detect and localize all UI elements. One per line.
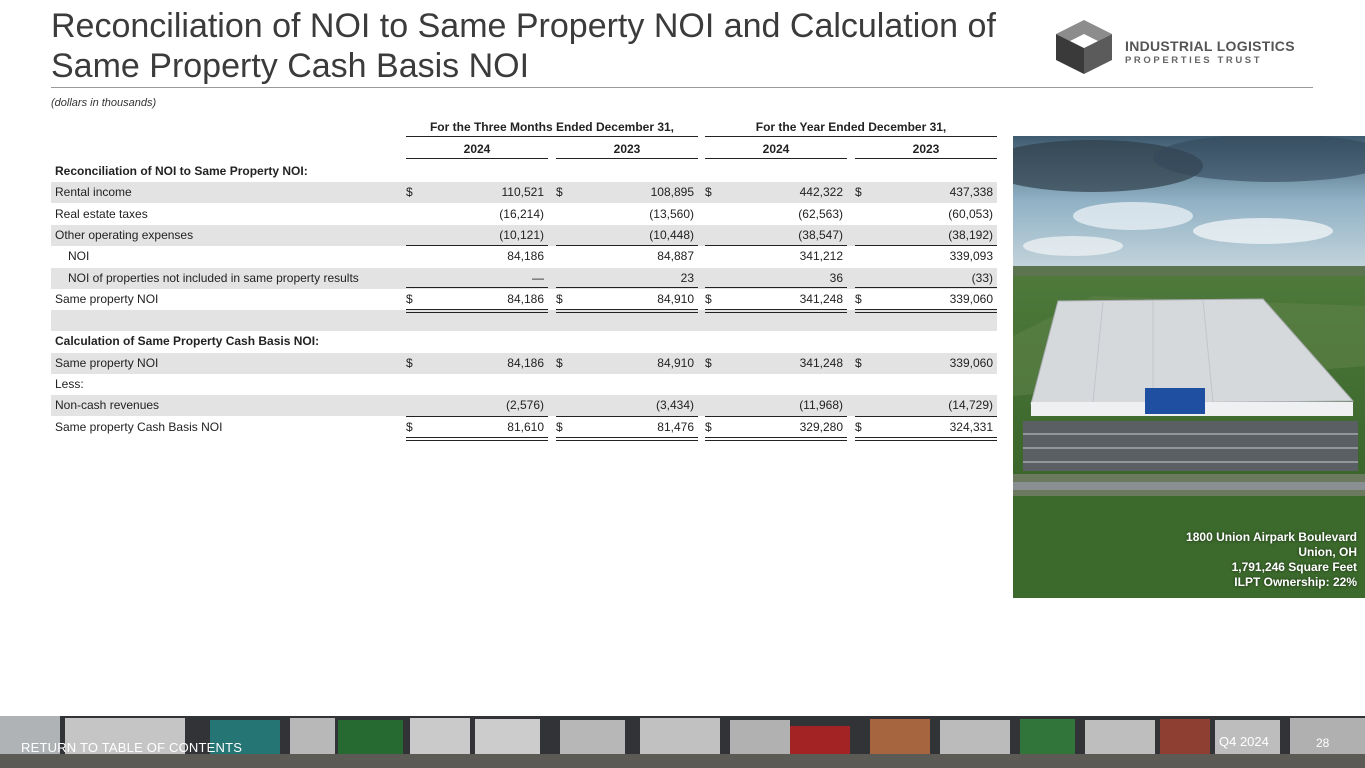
cell-value: 81,476 <box>657 419 694 434</box>
currency-symbol: $ <box>855 419 862 434</box>
cell-value: (33) <box>971 270 993 285</box>
total-double-rule <box>406 437 548 438</box>
currency-symbol: $ <box>556 355 563 370</box>
caption-address: 1800 Union Airpark Boulevard <box>1186 530 1357 544</box>
year-header: 2024 <box>463 142 491 156</box>
cell-value: 442,322 <box>799 185 843 200</box>
page-title: Reconciliation of NOI to Same Property NOI and Calculation of Same Property Cash Basis NOI <box>51 7 996 85</box>
total-double-rule <box>705 437 847 438</box>
year-header: 2024 <box>762 142 790 156</box>
cell-value: (16,214) <box>499 206 544 221</box>
cell-value: 437,338 <box>949 185 993 200</box>
page-number: 28 <box>1316 736 1330 750</box>
table-row <box>51 395 997 416</box>
cell-value: (62,563) <box>798 206 843 221</box>
title-divider <box>51 87 1313 88</box>
currency-symbol: $ <box>406 419 413 434</box>
currency-symbol: $ <box>705 419 712 434</box>
total-double-rule <box>705 440 847 441</box>
cell-value: — <box>532 270 544 285</box>
subtotal-rule <box>556 245 698 246</box>
table-row <box>51 289 997 310</box>
currency-symbol: $ <box>556 291 563 306</box>
return-to-toc-link[interactable]: RETURN TO TABLE OF CONTENTS <box>21 740 243 755</box>
units-note: (dollars in thousands) <box>51 97 157 109</box>
cell-value: (2,576) <box>505 398 544 413</box>
cell-value: 108,895 <box>650 185 694 200</box>
cell-value: 84,910 <box>657 355 694 370</box>
cell-value: (60,053) <box>948 206 993 221</box>
currency-symbol: $ <box>705 355 712 370</box>
currency-symbol: $ <box>406 185 413 200</box>
cell-value: 329,280 <box>799 419 843 434</box>
year-underline <box>855 158 997 159</box>
currency-symbol: $ <box>406 355 413 370</box>
cell-value: 341,248 <box>799 355 843 370</box>
cell-value: 84,186 <box>507 291 544 306</box>
subtotal-rule <box>406 287 548 288</box>
subtotal-rule <box>705 287 847 288</box>
row-label: Calculation of Same Property Cash Basis NOI: <box>55 334 320 349</box>
total-double-rule <box>406 312 548 313</box>
cell-value: 341,212 <box>799 249 843 264</box>
table-row <box>51 417 997 438</box>
table-row <box>51 268 997 289</box>
warehouse-aerial-image <box>1013 136 1365 598</box>
caption-city: Union, OH <box>1298 545 1357 559</box>
total-double-rule <box>855 312 997 313</box>
photo-caption <box>1186 530 1357 590</box>
cell-value: 341,248 <box>799 291 843 306</box>
table-row <box>51 353 997 374</box>
currency-symbol: $ <box>556 419 563 434</box>
row-label: Non-cash revenues <box>55 398 160 413</box>
total-double-rule <box>855 437 997 438</box>
subtotal-rule <box>406 416 548 417</box>
year-underline <box>406 158 548 159</box>
table-row <box>51 310 997 331</box>
cell-value: 84,887 <box>657 249 694 264</box>
company-logo <box>1054 20 1324 76</box>
period-underline <box>705 136 997 137</box>
subtotal-rule <box>855 416 997 417</box>
caption-ownership: ILPT Ownership: 22% <box>1234 575 1357 589</box>
row-label: Real estate taxes <box>55 206 148 221</box>
caption-square-feet: 1,791,246 Square Feet <box>1231 560 1357 574</box>
currency-symbol: $ <box>705 185 712 200</box>
total-double-rule <box>705 309 847 310</box>
cell-value: (14,729) <box>948 398 993 413</box>
table-row <box>51 204 997 225</box>
row-label: NOI of properties not included in same property results <box>68 270 359 285</box>
table-row <box>51 182 997 203</box>
table-row <box>51 225 997 246</box>
row-label: Rental income <box>55 185 132 200</box>
subtotal-rule <box>705 245 847 246</box>
row-label: Other operating expenses <box>55 227 194 242</box>
period-underline <box>406 136 698 137</box>
currency-symbol: $ <box>855 185 862 200</box>
cell-value: (38,192) <box>948 227 993 242</box>
subtotal-rule <box>556 416 698 417</box>
cell-value: 339,060 <box>949 291 993 306</box>
report-quarter: Q4 2024 <box>1219 734 1269 749</box>
table-row <box>51 246 997 267</box>
currency-symbol: $ <box>855 355 862 370</box>
total-double-rule <box>406 440 548 441</box>
total-double-rule <box>855 440 997 441</box>
logo-line-1: INDUSTRIAL LOGISTICS <box>1125 38 1295 54</box>
cell-value: (38,547) <box>798 227 843 242</box>
cell-value: 36 <box>829 270 843 285</box>
currency-symbol: $ <box>406 291 413 306</box>
total-double-rule <box>556 312 698 313</box>
cell-value: 84,910 <box>657 291 694 306</box>
cell-value: 324,331 <box>949 419 993 434</box>
cell-value: 339,060 <box>949 355 993 370</box>
table-row <box>51 331 997 352</box>
row-label: NOI <box>68 249 90 264</box>
total-double-rule <box>406 309 548 310</box>
subtotal-rule <box>556 287 698 288</box>
cube-logo-icon <box>1054 20 1114 74</box>
cell-value: (10,121) <box>499 227 544 242</box>
total-double-rule <box>556 440 698 441</box>
subtotal-rule <box>705 416 847 417</box>
row-label: Same property NOI <box>55 355 159 370</box>
cell-value: 23 <box>680 270 694 285</box>
cell-value: 339,093 <box>949 249 993 264</box>
currency-symbol: $ <box>556 185 563 200</box>
cell-value: 110,521 <box>501 185 544 200</box>
total-double-rule <box>855 309 997 310</box>
logo-line-2: PROPERTIES TRUST <box>1125 55 1263 66</box>
footer-bar <box>0 716 1365 768</box>
row-label: Same property NOI <box>55 291 159 306</box>
currency-symbol: $ <box>705 291 712 306</box>
year-underline <box>556 158 698 159</box>
table-row <box>51 161 997 182</box>
subtotal-rule <box>855 245 997 246</box>
row-label: Less: <box>55 377 84 391</box>
total-double-rule <box>556 437 698 438</box>
row-label: Same property Cash Basis NOI <box>55 419 223 434</box>
table-row <box>51 374 997 395</box>
cell-value: (10,448) <box>649 227 694 242</box>
cell-value: 84,186 <box>507 249 544 264</box>
cell-value: 84,186 <box>507 355 544 370</box>
period-header-three-months: For the Three Months Ended December 31, <box>429 120 675 134</box>
currency-symbol: $ <box>855 291 862 306</box>
total-double-rule <box>705 312 847 313</box>
subtotal-rule <box>406 245 548 246</box>
cell-value: (13,560) <box>649 206 694 221</box>
property-aerial-photo <box>1013 136 1365 598</box>
cell-value: (11,968) <box>799 398 843 413</box>
year-underline <box>705 158 847 159</box>
year-header: 2023 <box>912 142 940 156</box>
subtotal-rule <box>855 287 997 288</box>
period-header-year: For the Year Ended December 31, <box>755 120 947 134</box>
year-header: 2023 <box>613 142 641 156</box>
total-double-rule <box>556 309 698 310</box>
row-label: Reconciliation of NOI to Same Property NOI: <box>55 164 308 178</box>
cell-value: (3,434) <box>655 398 694 413</box>
cell-value: 81,610 <box>507 419 544 434</box>
